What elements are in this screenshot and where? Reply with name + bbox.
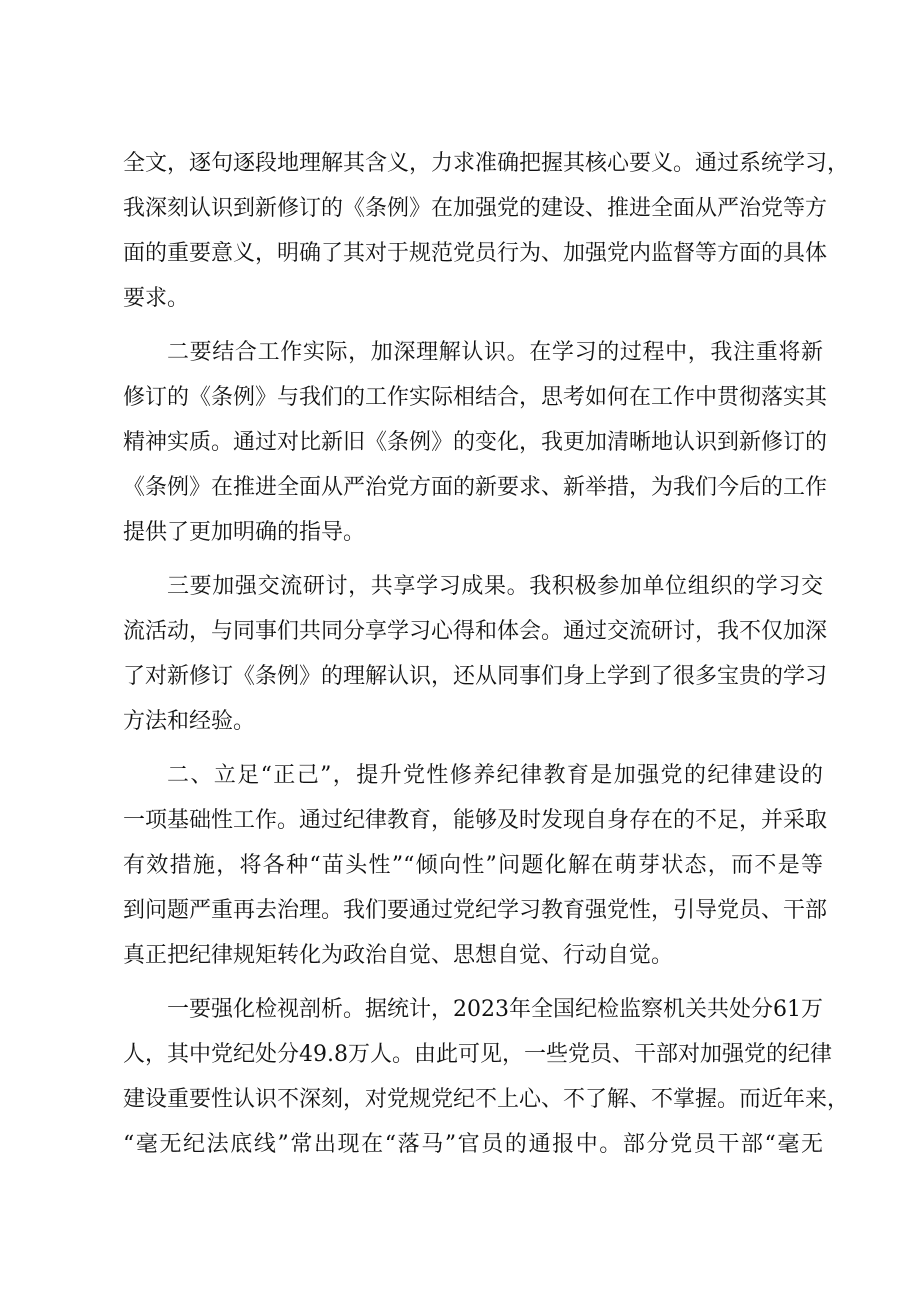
text-line: 流活动，与同事们共同分享学习心得和体会。通过交流研讨，我不仅加深 (123, 619, 828, 644)
text-line: 一要强化检视剖析。据统计，2023年全国纪检监察机关共处分61万 (167, 997, 824, 1022)
text-line: 修订的《条例》与我们的工作实际相结合，思考如何在工作中贯彻落实其 (123, 385, 828, 410)
text-line: 人，其中党纪处分49.8万人。由此可见，一些党员、干部对加强党的纪律 (123, 1042, 832, 1067)
text-line: 一项基础性工作。通过纪律教育，能够及时发现自身存在的不足，并采取 (123, 808, 828, 833)
text-line: 提供了更加明确的指导。 (123, 520, 366, 545)
text-line: 到问题严重再去治理。我们要通过党纪学习教育强党性，引导党员、干部 (123, 898, 828, 923)
text-line: 《条例》在推进全面从严治党方面的新要求、新举措，为我们今后的工作 (123, 475, 828, 500)
text-line: 了对新修订《条例》的理解认识，还从同事们身上学到了很多宝贵的学习 (123, 664, 828, 689)
text-line: “毫无纪法底线”常出现在“落马”官员的通报中。部分党员干部“毫无 (123, 1132, 823, 1157)
text-line: 真正把纪律规矩转化为政治自觉、思想自觉、行动自觉。 (123, 943, 674, 968)
text-line: 建设重要性认识不深刻，对党规党纪不上心、不了解、不掌握。而近年来， (123, 1087, 850, 1112)
text-line: 面的重要意义，明确了其对于规范党员行为、加强党内监督等方面的具体 (123, 241, 828, 266)
document-body (123, 141, 850, 1167)
paragraph (123, 330, 828, 555)
text-line: 我深刻认识到新修订的《条例》在加强党的建设、推进全面从严治党等方 (123, 196, 828, 221)
text-line: 二、立足“正己”，提升党性修养纪律教育是加强党的纪律建设的 (167, 763, 823, 788)
text-line: 二要结合工作实际，加深理解认识。在学习的过程中，我注重将新 (167, 340, 823, 365)
paragraph (123, 141, 850, 321)
paragraph (123, 753, 828, 978)
text-line: 精神实质。通过对比新旧《条例》的变化，我更加清晰地认识到新修订的 (123, 430, 828, 455)
text-line: 三要加强交流研讨，共享学习成果。我积极参加单位组织的学习交 (167, 574, 823, 599)
text-line: 全文，逐句逐段地理解其含义，力求准确把握其核心要义。通过系统学习， (123, 151, 850, 176)
text-line: 方法和经验。 (123, 709, 256, 734)
text-line: 要求。 (123, 286, 190, 311)
text-line: 有效措施，将各种“苗头性”“倾向性”问题化解在萌芽状态，而不是等 (123, 853, 823, 878)
paragraph (123, 987, 850, 1167)
paragraph (123, 564, 828, 744)
